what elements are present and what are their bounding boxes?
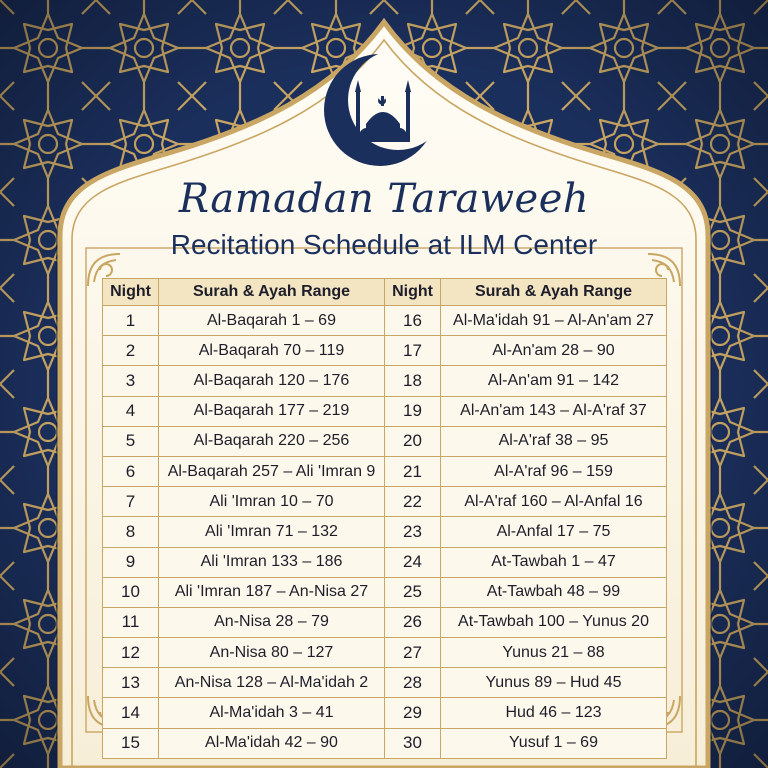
- schedule-table: [102, 278, 667, 759]
- range-cell: Al-A'raf 96 – 159: [441, 456, 667, 486]
- range-cell: Al-Ma'idah 91 – Al-An'am 27: [441, 306, 667, 336]
- table-row: [103, 517, 667, 547]
- range-cell: Al-Baqarah 220 – 256: [159, 426, 385, 456]
- night-cell: 11: [103, 607, 159, 637]
- night-cell: 8: [103, 517, 159, 547]
- range-cell: An-Nisa 80 – 127: [159, 638, 385, 668]
- night-cell: 9: [103, 547, 159, 577]
- night-cell: 4: [103, 396, 159, 426]
- night-cell: 30: [385, 728, 441, 758]
- page-title: Ramadan Taraweeh: [178, 176, 590, 222]
- night-cell: 16: [385, 306, 441, 336]
- table-row: [103, 396, 667, 426]
- table-row: [103, 668, 667, 698]
- table-row: [103, 728, 667, 758]
- night-cell: 14: [103, 698, 159, 728]
- range-cell: At-Tawbah 100 – Yunus 20: [441, 607, 667, 637]
- night-cell: 5: [103, 426, 159, 456]
- range-cell: Al-Baqarah 120 – 176: [159, 366, 385, 396]
- table-row: [103, 426, 667, 456]
- table-row: [103, 698, 667, 728]
- range-cell: Hud 46 – 123: [441, 698, 667, 728]
- night-cell: 26: [385, 607, 441, 637]
- table-row: [103, 487, 667, 517]
- range-cell: Yunus 89 – Hud 45: [441, 668, 667, 698]
- range-cell: Al-Baqarah 257 – Ali 'Imran 9: [159, 456, 385, 486]
- table-row: [103, 607, 667, 637]
- table-row: [103, 547, 667, 577]
- header-night-1: Night: [103, 279, 159, 306]
- night-cell: 25: [385, 577, 441, 607]
- range-cell: Al-Baqarah 70 – 119: [159, 336, 385, 366]
- night-cell: 19: [385, 396, 441, 426]
- night-cell: 15: [103, 728, 159, 758]
- range-cell: Al-Anfal 17 – 75: [441, 517, 667, 547]
- header-night-2: Night: [385, 279, 441, 306]
- schedule-table-container: [102, 278, 666, 759]
- range-cell: Al-An'am 143 – Al-A'raf 37: [441, 396, 667, 426]
- night-cell: 1: [103, 306, 159, 336]
- night-cell: 12: [103, 638, 159, 668]
- range-cell: An-Nisa 128 – Al-Ma'idah 2: [159, 668, 385, 698]
- range-cell: Al-Ma'idah 42 – 90: [159, 728, 385, 758]
- night-cell: 20: [385, 426, 441, 456]
- night-cell: 23: [385, 517, 441, 547]
- page-subtitle: Recitation Schedule at ILM Center: [170, 229, 598, 260]
- night-cell: 29: [385, 698, 441, 728]
- range-cell: An-Nisa 28 – 79: [159, 607, 385, 637]
- table-row: [103, 456, 667, 486]
- night-cell: 18: [385, 366, 441, 396]
- table-row: [103, 366, 667, 396]
- header-range-1: Surah & Ayah Range: [159, 279, 385, 306]
- range-cell: Ali 'Imran 187 – An-Nisa 27: [159, 577, 385, 607]
- range-cell: Al-Ma'idah 3 – 41: [159, 698, 385, 728]
- night-cell: 24: [385, 547, 441, 577]
- range-cell: Al-Baqarah 177 – 219: [159, 396, 385, 426]
- night-cell: 2: [103, 336, 159, 366]
- table-row: [103, 577, 667, 607]
- night-cell: 7: [103, 487, 159, 517]
- night-cell: 10: [103, 577, 159, 607]
- night-cell: 28: [385, 668, 441, 698]
- range-cell: Ali 'Imran 10 – 70: [159, 487, 385, 517]
- night-cell: 17: [385, 336, 441, 366]
- range-cell: Al-Baqarah 1 – 69: [159, 306, 385, 336]
- night-cell: 21: [385, 456, 441, 486]
- range-cell: Al-A'raf 38 – 95: [441, 426, 667, 456]
- table-row: [103, 306, 667, 336]
- range-cell: Yusuf 1 – 69: [441, 728, 667, 758]
- header-range-2: Surah & Ayah Range: [441, 279, 667, 306]
- crescent-mosque-icon: [322, 52, 446, 170]
- night-cell: 13: [103, 668, 159, 698]
- table-row: [103, 336, 667, 366]
- range-cell: Al-A'raf 160 – Al-Anfal 16: [441, 487, 667, 517]
- table-header-row: [103, 279, 667, 306]
- range-cell: Ali 'Imran 71 – 132: [159, 517, 385, 547]
- night-cell: 27: [385, 638, 441, 668]
- range-cell: Yunus 21 – 88: [441, 638, 667, 668]
- table-row: [103, 638, 667, 668]
- range-cell: At-Tawbah 1 – 47: [441, 547, 667, 577]
- range-cell: Al-An'am 28 – 90: [441, 336, 667, 366]
- night-cell: 22: [385, 487, 441, 517]
- range-cell: Al-An'am 91 – 142: [441, 366, 667, 396]
- night-cell: 3: [103, 366, 159, 396]
- night-cell: 6: [103, 456, 159, 486]
- range-cell: Ali 'Imran 133 – 186: [159, 547, 385, 577]
- range-cell: At-Tawbah 48 – 99: [441, 577, 667, 607]
